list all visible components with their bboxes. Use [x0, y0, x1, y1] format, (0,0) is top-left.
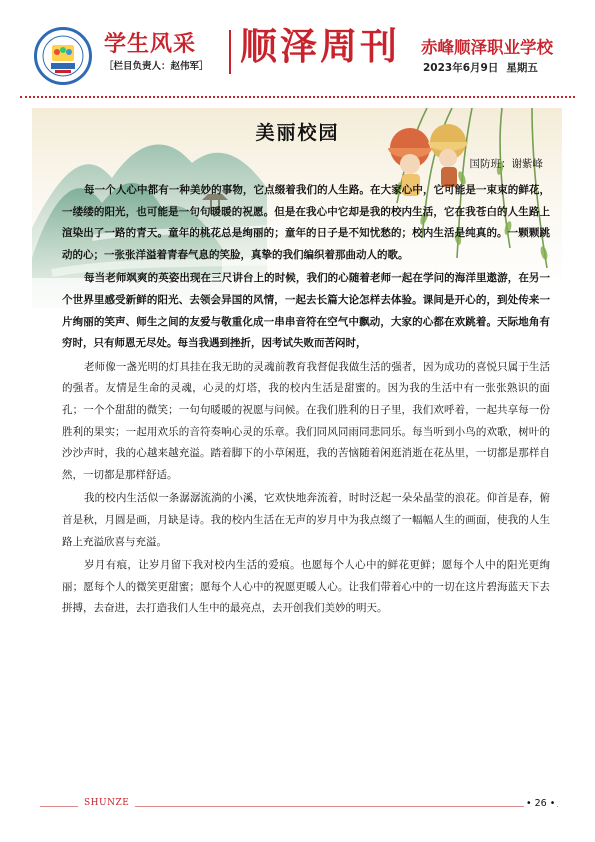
header-divider — [229, 30, 231, 74]
article-paragraph: 老师像一盏光明的灯具挂在我无助的灵魂前教育我督促我做生活的强者，因为成功的喜悦只属于生活的强者。友情是生命的灵魂，心灵的灯塔，我的校内生活是甜蜜的。因为我的生活中有一张张熟识的面孔；一个个甜甜的微笑；一句句暖暖的祝愿与问候。在我们胜利的日子里，我们欢呼着，一起共享每一份胜利的果实；一起用欢乐的音符奏响心灵的乐章。我们同风同雨同悲同乐。每当听到小鸟的欢歌，树叶的沙沙声时，我的心越来越充溢。踏着脚下的小草闲逛，我的苦恼随着闲逛消逝在花丛里，一切都是那样自然，一切都是那样舒适。 — [62, 360, 550, 481]
page-header — [0, 0, 595, 100]
issue-weekday: 星期五 — [506, 62, 538, 74]
issue-date-text: 2023年6月9日 — [423, 62, 499, 74]
paper-title: 顺泽周刊 — [240, 25, 400, 68]
issue-date — [423, 60, 546, 75]
article-body — [62, 180, 550, 622]
school-logo — [34, 27, 92, 85]
column-editor: ［栏目负责人：赵伟军］ — [104, 61, 209, 72]
school-name: 赤峰顺泽职业学校 — [421, 38, 553, 57]
page-number: • 26 • — [526, 798, 556, 809]
article-paragraph: 我的校内生活似一条潺潺流淌的小溪，它欢快地奔流着，时时泛起一朵朵晶莹的浪花。仰首是春，俯首是秋，月圆是画，月缺是诗。我的校内生活在无声的岁月中为我点缀了一幅幅人生的画面，使我的人生路上充溢欣喜与充溢。 — [62, 492, 550, 548]
article-paragraph: 每一个人心中都有一种美妙的事物，它点缀着我们的人生路。在大家心中，它可能是一束束的鲜花，一缕缕的阳光，也可能是一句句暖暖的祝愿。但是在我心中它却是我的校内生活，它在我苍白的人生路上渲染出了一路的青天。童年的桃花总是绚丽的；童年的日子是不知忧愁的；校内生活是纯真的。一颗颗跳动的心；一张张洋溢着青春气息的笑脸，真挚的我们编织着那曲动人的歌。 — [62, 184, 550, 261]
header-dotted-rule — [20, 96, 575, 98]
column-title: 学生风采 — [104, 32, 197, 57]
article-paragraph: 岁月有痕，让岁月留下我对校内生活的爱痕。也愿每个人心中的鲜花更鲜；愿每个人中的阳光更绚丽；愿每个人的微笑更甜蜜；愿每个人心中的祝愿更暖人心。让我们带着心中的一切在这片碧海蓝天下去拼搏，去奋进，去打造我们人生中的最亮点，去开创我们美妙的明天。 — [62, 559, 550, 615]
article-author: 国防班：谢紫峰 — [469, 158, 543, 170]
article-title: 美丽校园 — [255, 122, 340, 144]
footer-brand: SHUNZE — [78, 798, 135, 808]
article-paragraph: 每当老师飒爽的英姿出现在三尺讲台上的时候，我们的心随着老师一起在学问的海洋里遨游，在另一个世界里感受新鲜的阳光、去领会异国的风情，一起去长篇大论怎样去体验。课间是开心的，到处传来一片绚丽的笑声、师生之间的友爱与敬重化成一串串音符在空气中飘动，大家的心都在欢跳着。天际地角有穷时，只有师恩无尽处。每当我遇到挫折，因考试失败而苦闷时， — [62, 272, 550, 350]
